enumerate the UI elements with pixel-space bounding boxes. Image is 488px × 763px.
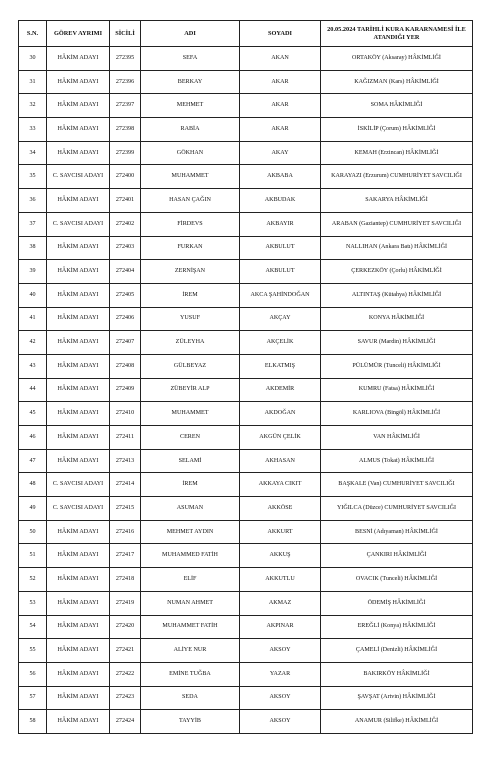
- cell-adi: EMİNE TUĞBA: [141, 662, 240, 686]
- cell-sicil: 272420: [110, 615, 141, 639]
- cell-sicil: 272397: [110, 94, 141, 118]
- cell-adi: RABİA: [141, 118, 240, 142]
- table-row: [19, 473, 473, 497]
- cell-sicil: 272407: [110, 331, 141, 355]
- cell-atandigi-yer: KUMRU (Fatsa) HÂKİMLİĞİ: [321, 378, 473, 402]
- cell-sn: 33: [19, 118, 47, 142]
- table-row: [19, 544, 473, 568]
- cell-adi: ALİYE NUR: [141, 639, 240, 663]
- cell-sicil: 272413: [110, 449, 141, 473]
- cell-adi: ZÜBEYİR ALP: [141, 378, 240, 402]
- cell-gorev: HÂKİM ADAYI: [47, 520, 110, 544]
- cell-adi: SEDA: [141, 686, 240, 710]
- cell-gorev: HÂKİM ADAYI: [47, 307, 110, 331]
- cell-adi: GÖKHAN: [141, 141, 240, 165]
- cell-sn: 37: [19, 212, 47, 236]
- cell-atandigi-yer: KONYA HÂKİMLİĞİ: [321, 307, 473, 331]
- cell-sicil: 272406: [110, 307, 141, 331]
- cell-soyadi: AKÇAY: [240, 307, 321, 331]
- cell-sn: 51: [19, 544, 47, 568]
- cell-sicil: 272421: [110, 639, 141, 663]
- table-row: [19, 118, 473, 142]
- cell-atandigi-yer: BAKIRKÖY HÂKİMLİĞİ: [321, 662, 473, 686]
- cell-adi: BERKAY: [141, 70, 240, 94]
- cell-adi: SELAMİ: [141, 449, 240, 473]
- cell-soyadi: AKKAYA CIKIT: [240, 473, 321, 497]
- cell-gorev: HÂKİM ADAYI: [47, 260, 110, 284]
- table-row: [19, 520, 473, 544]
- header-sn: S.N.: [19, 21, 47, 47]
- cell-soyadi: AKBULUT: [240, 260, 321, 284]
- cell-atandigi-yer: ÖDEMİŞ HÂKİMLİĞİ: [321, 591, 473, 615]
- cell-sn: 31: [19, 70, 47, 94]
- header-sicil: SİCİLİ: [110, 21, 141, 47]
- cell-atandigi-yer: ÇERKEZKÖY (Çorlu) HÂKİMLİĞİ: [321, 260, 473, 284]
- cell-atandigi-yer: SAVUR (Mardin) HÂKİMLİĞİ: [321, 331, 473, 355]
- cell-soyadi: AKKUŞ: [240, 544, 321, 568]
- cell-atandigi-yer: ANAMUR (Silifke) HÂKİMLİĞİ: [321, 710, 473, 734]
- cell-atandigi-yer: ARABAN (Gaziantep) CUMHURİYET SAVCILIĞI: [321, 212, 473, 236]
- cell-soyadi: AKBULUT: [240, 236, 321, 260]
- cell-soyadi: AKAR: [240, 118, 321, 142]
- table-row: [19, 449, 473, 473]
- cell-soyadi: AKDOĞAN: [240, 402, 321, 426]
- cell-soyadi: AKAN: [240, 47, 321, 71]
- cell-adi: CEREN: [141, 426, 240, 450]
- cell-atandigi-yer: BESNİ (Adıyaman) HÂKİMLİĞİ: [321, 520, 473, 544]
- table-row: [19, 283, 473, 307]
- table-row: [19, 615, 473, 639]
- cell-soyadi: AKSOY: [240, 686, 321, 710]
- cell-sicil: 272419: [110, 591, 141, 615]
- cell-adi: ELİF: [141, 568, 240, 592]
- cell-sicil: 272404: [110, 260, 141, 284]
- cell-gorev: HÂKİM ADAYI: [47, 568, 110, 592]
- cell-gorev: C. SAVCISI ADAYI: [47, 165, 110, 189]
- table-row: [19, 568, 473, 592]
- cell-atandigi-yer: ALTINTAŞ (Kütahya) HÂKİMLİĞİ: [321, 283, 473, 307]
- cell-atandigi-yer: PÜLÜMÜR (Tunceli) HÂKİMLİĞİ: [321, 354, 473, 378]
- cell-soyadi: AKSOY: [240, 710, 321, 734]
- cell-gorev: HÂKİM ADAYI: [47, 118, 110, 142]
- cell-sicil: 272424: [110, 710, 141, 734]
- cell-sicil: 272400: [110, 165, 141, 189]
- table-row: [19, 94, 473, 118]
- cell-gorev: HÂKİM ADAYI: [47, 141, 110, 165]
- cell-gorev: HÂKİM ADAYI: [47, 449, 110, 473]
- cell-gorev: HÂKİM ADAYI: [47, 710, 110, 734]
- table-row: [19, 354, 473, 378]
- table-row: [19, 426, 473, 450]
- cell-sn: 35: [19, 165, 47, 189]
- cell-soyadi: AKKUTLU: [240, 568, 321, 592]
- cell-sn: 45: [19, 402, 47, 426]
- table-row: [19, 402, 473, 426]
- cell-atandigi-yer: VAN HÂKİMLİĞİ: [321, 426, 473, 450]
- table-row: [19, 189, 473, 213]
- cell-atandigi-yer: KEMAH (Erzincan) HÂKİMLİĞİ: [321, 141, 473, 165]
- cell-gorev: HÂKİM ADAYI: [47, 283, 110, 307]
- header-atandigi-yer: 20.05.2024 TARİHLİ KURA KARARNAMESİ İLE ATANDIĞI YER: [321, 21, 473, 47]
- cell-adi: GÜLBEYAZ: [141, 354, 240, 378]
- table-row: [19, 591, 473, 615]
- cell-sn: 54: [19, 615, 47, 639]
- cell-gorev: HÂKİM ADAYI: [47, 662, 110, 686]
- cell-adi: MEHMET: [141, 94, 240, 118]
- cell-sicil: 272396: [110, 70, 141, 94]
- cell-sn: 48: [19, 473, 47, 497]
- cell-gorev: C. SAVCISI ADAYI: [47, 212, 110, 236]
- cell-atandigi-yer: İSKİLİP (Çorum) HÂKİMLİĞİ: [321, 118, 473, 142]
- cell-sicil: 272399: [110, 141, 141, 165]
- cell-sn: 46: [19, 426, 47, 450]
- cell-atandigi-yer: OVACIK (Tunceli) HÂKİMLİĞİ: [321, 568, 473, 592]
- cell-sicil: 272414: [110, 473, 141, 497]
- cell-soyadi: AKBUDAK: [240, 189, 321, 213]
- table-row: [19, 331, 473, 355]
- cell-adi: İREM: [141, 283, 240, 307]
- table-row: [19, 710, 473, 734]
- cell-sn: 40: [19, 283, 47, 307]
- cell-soyadi: YAZAR: [240, 662, 321, 686]
- header-soyadi: SOYADI: [240, 21, 321, 47]
- cell-atandigi-yer: KARAYAZI (Erzurum) CUMHURİYET SAVCILIĞI: [321, 165, 473, 189]
- cell-sicil: 272403: [110, 236, 141, 260]
- cell-adi: ZERNİŞAN: [141, 260, 240, 284]
- cell-soyadi: AKSOY: [240, 639, 321, 663]
- cell-soyadi: AKHASAN: [240, 449, 321, 473]
- cell-soyadi: AKBABA: [240, 165, 321, 189]
- cell-atandigi-yer: ŞAVŞAT (Artvin) HÂKİMLİĞİ: [321, 686, 473, 710]
- cell-sicil: 272415: [110, 497, 141, 521]
- cell-soyadi: AKKURT: [240, 520, 321, 544]
- cell-adi: FİRDEVS: [141, 212, 240, 236]
- cell-gorev: HÂKİM ADAYI: [47, 331, 110, 355]
- cell-atandigi-yer: KARLIOVA (Bingöl) HÂKİMLİĞİ: [321, 402, 473, 426]
- table-row: [19, 307, 473, 331]
- cell-gorev: HÂKİM ADAYI: [47, 70, 110, 94]
- cell-atandigi-yer: ÇANKIRI HÂKİMLİĞİ: [321, 544, 473, 568]
- cell-sn: 32: [19, 94, 47, 118]
- cell-sn: 47: [19, 449, 47, 473]
- table-row: [19, 662, 473, 686]
- table-row: [19, 639, 473, 663]
- cell-gorev: HÂKİM ADAYI: [47, 615, 110, 639]
- cell-atandigi-yer: NALLIHAN (Ankara Batı) HÂKİMLİĞİ: [321, 236, 473, 260]
- header-adi: ADI: [141, 21, 240, 47]
- cell-gorev: HÂKİM ADAYI: [47, 354, 110, 378]
- cell-sicil: 272411: [110, 426, 141, 450]
- cell-sn: 36: [19, 189, 47, 213]
- cell-sicil: 272416: [110, 520, 141, 544]
- table-row: [19, 70, 473, 94]
- cell-sn: 30: [19, 47, 47, 71]
- cell-atandigi-yer: SAKARYA HÂKİMLİĞİ: [321, 189, 473, 213]
- cell-sn: 38: [19, 236, 47, 260]
- cell-soyadi: AKAR: [240, 70, 321, 94]
- cell-soyadi: AKGÜN ÇELİK: [240, 426, 321, 450]
- cell-adi: MEHMET AYDIN: [141, 520, 240, 544]
- cell-soyadi: AKDEMİR: [240, 378, 321, 402]
- cell-sicil: 272405: [110, 283, 141, 307]
- cell-sn: 34: [19, 141, 47, 165]
- cell-sicil: 272408: [110, 354, 141, 378]
- cell-atandigi-yer: SOMA HÂKİMLİĞİ: [321, 94, 473, 118]
- cell-sicil: 272398: [110, 118, 141, 142]
- cell-gorev: HÂKİM ADAYI: [47, 639, 110, 663]
- cell-soyadi: AKPINAR: [240, 615, 321, 639]
- table-row: [19, 47, 473, 71]
- cell-gorev: HÂKİM ADAYI: [47, 378, 110, 402]
- cell-gorev: HÂKİM ADAYI: [47, 402, 110, 426]
- cell-sn: 44: [19, 378, 47, 402]
- cell-adi: TAYYİB: [141, 710, 240, 734]
- cell-atandigi-yer: BAŞKALE (Van) CUMHURİYET SAVCILIĞI: [321, 473, 473, 497]
- cell-sn: 55: [19, 639, 47, 663]
- cell-atandigi-yer: KAĞIZMAN (Kars) HÂKİMLİĞİ: [321, 70, 473, 94]
- cell-sn: 42: [19, 331, 47, 355]
- cell-sn: 53: [19, 591, 47, 615]
- cell-sicil: 272422: [110, 662, 141, 686]
- cell-gorev: C. SAVCISI ADAYI: [47, 497, 110, 521]
- cell-adi: HASAN ÇAĞIN: [141, 189, 240, 213]
- cell-adi: SEFA: [141, 47, 240, 71]
- cell-gorev: HÂKİM ADAYI: [47, 189, 110, 213]
- cell-atandigi-yer: ORTAKÖY (Aksaray) HÂKİMLİĞİ: [321, 47, 473, 71]
- cell-sicil: 272395: [110, 47, 141, 71]
- cell-sn: 50: [19, 520, 47, 544]
- cell-sn: 58: [19, 710, 47, 734]
- cell-soyadi: AKMAZ: [240, 591, 321, 615]
- cell-gorev: HÂKİM ADAYI: [47, 686, 110, 710]
- cell-sn: 41: [19, 307, 47, 331]
- cell-sn: 43: [19, 354, 47, 378]
- cell-adi: YUSUF: [141, 307, 240, 331]
- table-row: [19, 686, 473, 710]
- cell-adi: ASUMAN: [141, 497, 240, 521]
- cell-adi: NUMAN AHMET: [141, 591, 240, 615]
- cell-sicil: 272423: [110, 686, 141, 710]
- table-row: [19, 378, 473, 402]
- cell-sn: 52: [19, 568, 47, 592]
- cell-sn: 57: [19, 686, 47, 710]
- cell-soyadi: AKAR: [240, 94, 321, 118]
- cell-adi: İREM: [141, 473, 240, 497]
- table-row: [19, 212, 473, 236]
- cell-gorev: HÂKİM ADAYI: [47, 47, 110, 71]
- cell-sicil: 272417: [110, 544, 141, 568]
- cell-adi: ZÜLEYHA: [141, 331, 240, 355]
- cell-soyadi: AKAY: [240, 141, 321, 165]
- table-header-row: [19, 21, 473, 47]
- cell-gorev: HÂKİM ADAYI: [47, 94, 110, 118]
- cell-soyadi: AKÇELİK: [240, 331, 321, 355]
- assignment-table: [18, 20, 473, 734]
- cell-atandigi-yer: ALMUS (Tokat) HÂKİMLİĞİ: [321, 449, 473, 473]
- table-row: [19, 165, 473, 189]
- table-row: [19, 260, 473, 284]
- cell-atandigi-yer: YIĞILCA (Düzce) CUMHURİYET SAVCILIĞI: [321, 497, 473, 521]
- cell-gorev: HÂKİM ADAYI: [47, 591, 110, 615]
- table-row: [19, 141, 473, 165]
- cell-gorev: HÂKİM ADAYI: [47, 426, 110, 450]
- cell-adi: MUHAMMET FATİH: [141, 615, 240, 639]
- cell-adi: MUHAMMET: [141, 402, 240, 426]
- table-body: [19, 47, 473, 734]
- document-page: [18, 20, 472, 734]
- cell-adi: MUHAMMET: [141, 165, 240, 189]
- cell-adi: MUHAMMED FATİH: [141, 544, 240, 568]
- cell-sicil: 272409: [110, 378, 141, 402]
- cell-sn: 56: [19, 662, 47, 686]
- cell-sicil: 272402: [110, 212, 141, 236]
- cell-sn: 39: [19, 260, 47, 284]
- cell-gorev: HÂKİM ADAYI: [47, 236, 110, 260]
- cell-atandigi-yer: EREĞLİ (Konya) HÂKİMLİĞİ: [321, 615, 473, 639]
- cell-sicil: 272418: [110, 568, 141, 592]
- cell-sicil: 272410: [110, 402, 141, 426]
- cell-sn: 49: [19, 497, 47, 521]
- cell-atandigi-yer: ÇAMELİ (Denizli) HÂKİMLİĞİ: [321, 639, 473, 663]
- table-row: [19, 497, 473, 521]
- header-gorev: GÖREV AYRIMI: [47, 21, 110, 47]
- table-row: [19, 236, 473, 260]
- cell-soyadi: AKKÖSE: [240, 497, 321, 521]
- cell-soyadi: ELKATMIŞ: [240, 354, 321, 378]
- cell-gorev: C. SAVCISI ADAYI: [47, 473, 110, 497]
- cell-sicil: 272401: [110, 189, 141, 213]
- cell-gorev: HÂKİM ADAYI: [47, 544, 110, 568]
- cell-soyadi: AKCA ŞAHİNDOĞAN: [240, 283, 321, 307]
- cell-adi: FURKAN: [141, 236, 240, 260]
- cell-soyadi: AKBAYIR: [240, 212, 321, 236]
